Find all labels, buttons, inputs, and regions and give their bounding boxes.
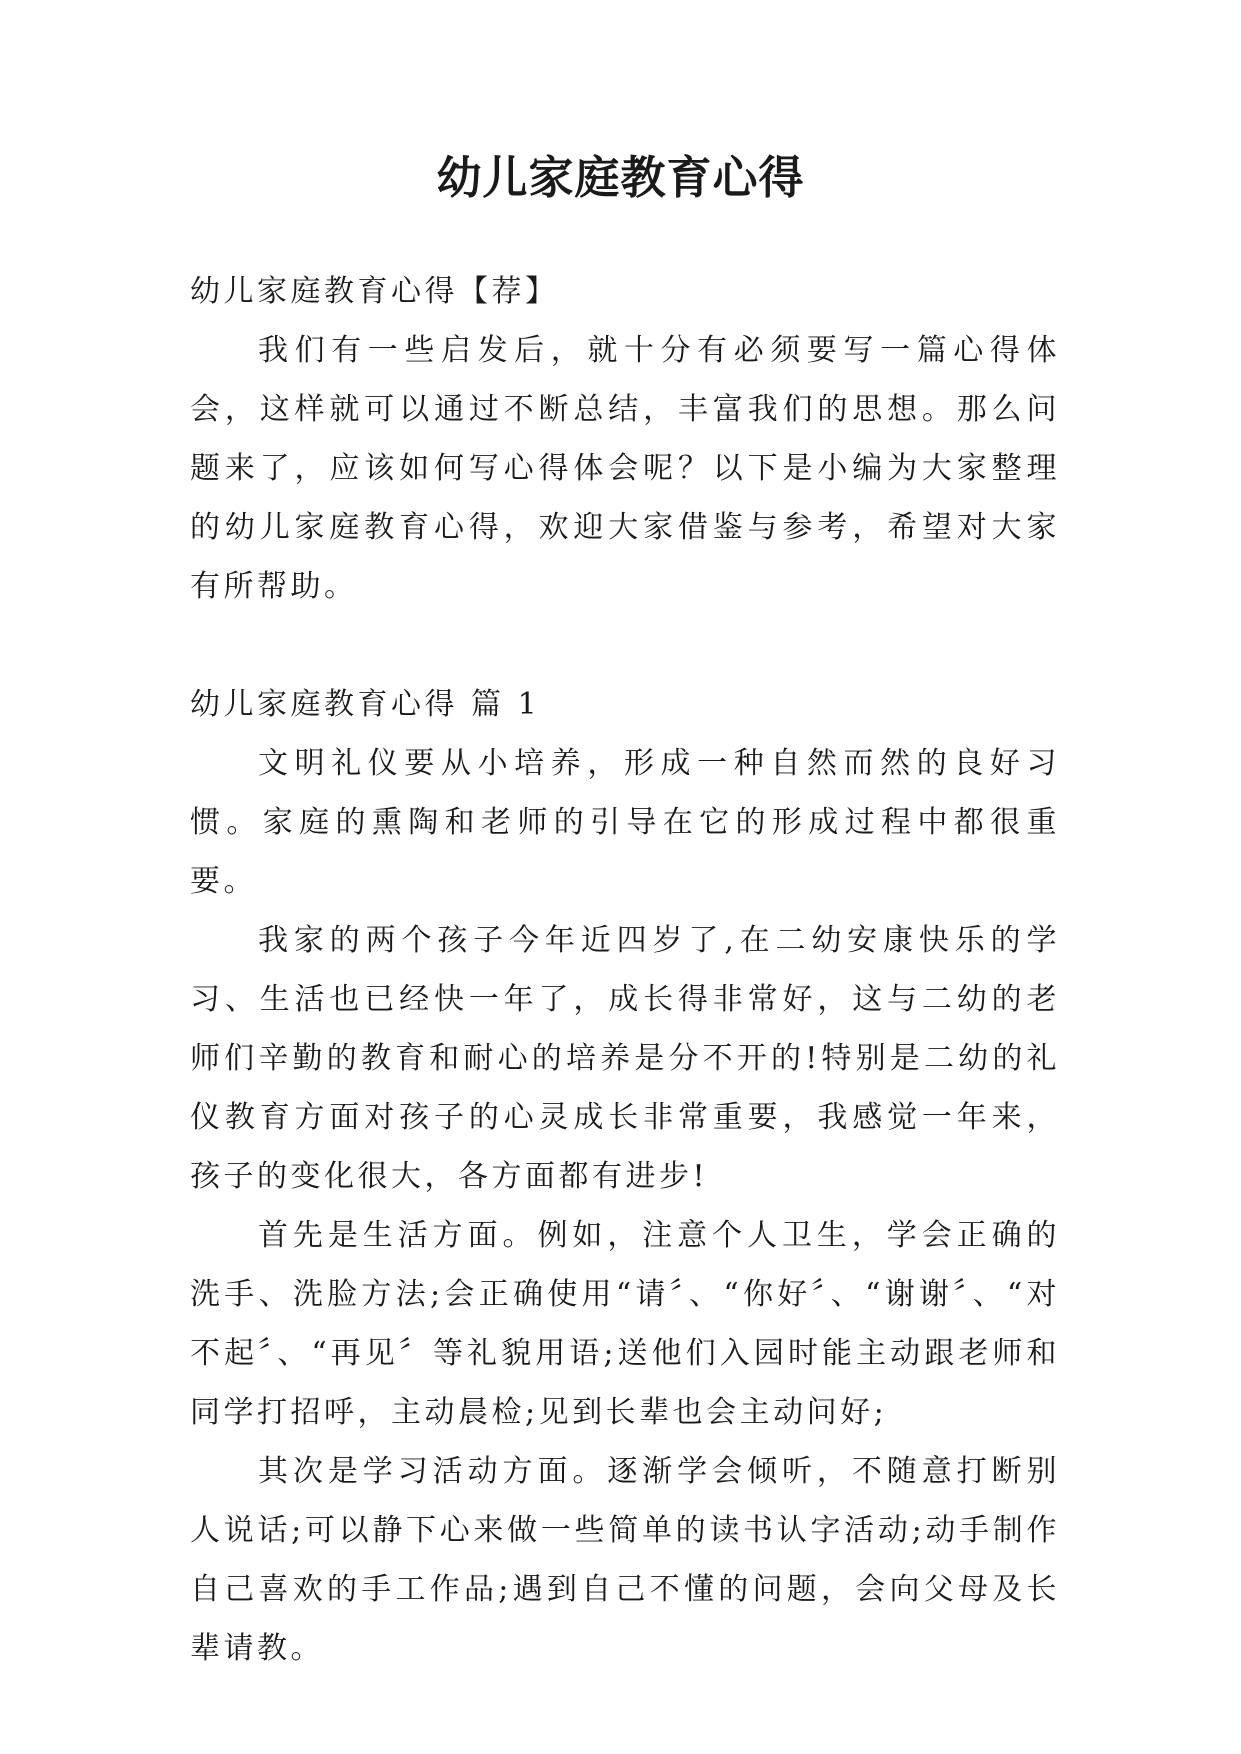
body-paragraph: 其次是学习活动方面。逐渐学会倾听，不随意打断别人说话;可以静下心来做一些简单的读书认字活动;动手制作自己喜欢的手工作品;遇到自己不懂的问题，会向父母及长辈请教。: [190, 1454, 1060, 1666]
body-paragraph: 首先是生活方面。例如，注意个人卫生，学会正确的洗手、洗脸方法;会正确使用“请〞、“你好〞、“谢谢〞、“对不起〞、“再见〞等礼貌用语;送他们入园时能主动跟老师和同学打招呼，主动晨检;见到长辈也会主动问好;: [190, 1218, 1060, 1430]
document-subtitle: 幼儿家庭教育心得【荐】: [190, 274, 559, 309]
paragraph-spacer: [190, 616, 1060, 675]
body-paragraph: 我家的两个孩子今年近四岁了,在二幼安康快乐的学习、生活也已经快一年了，成长得非常好，这与二幼的老师们辛勤的教育和耐心的培养是分不开的!特别是二幼的礼仪教育方面对孩子的心灵成长非常重要，我感觉一年来，孩子的变化很大，各方面都有进步!: [190, 923, 1060, 1194]
document-title: 幼儿家庭教育心得: [436, 151, 805, 204]
intro-paragraph: 我们有一些启发后，就十分有必须要写一篇心得体会，这样就可以通过不断总结，丰富我们的思想。那么问题来了，应该如何写心得体会呢？以下是小编为大家整理的幼儿家庭教育心得，欢迎大家借鉴与参考，希望对大家有所帮助。: [190, 333, 1060, 604]
body-paragraph: 文明礼仪要从小培养，形成一种自然而然的良好习惯。家庭的熏陶和老师的引导在它的形成过程中都很重要。: [190, 746, 1060, 899]
document-body: [190, 262, 1060, 1678]
section-heading: 幼儿家庭教育心得 篇 1: [190, 687, 541, 722]
